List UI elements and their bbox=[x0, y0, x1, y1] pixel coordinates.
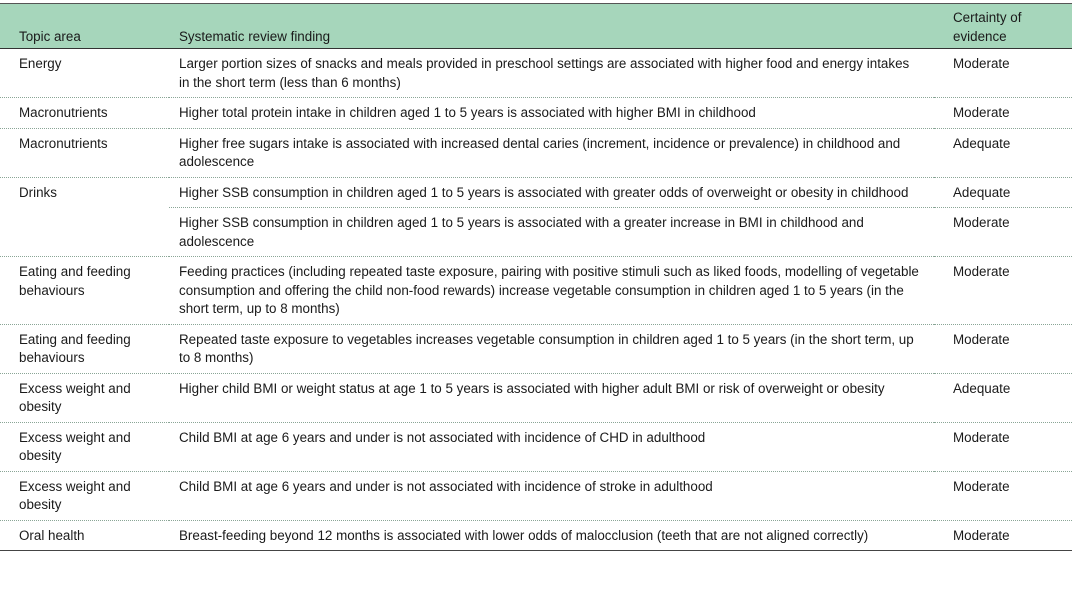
header-row bbox=[0, 4, 1072, 49]
table-row bbox=[0, 422, 1072, 471]
table-row bbox=[0, 257, 1072, 325]
header-topic-area: Topic area bbox=[0, 4, 169, 49]
topic-cell bbox=[0, 373, 169, 422]
topic-cell bbox=[0, 98, 169, 129]
topic-text-line1: Eating and feeding bbox=[19, 331, 131, 347]
topic-text-line2: obesity bbox=[19, 497, 62, 512]
finding-cell: Higher total protein intake in children aged 1 to 5 years is associated with higher BMI in childhood bbox=[169, 98, 934, 129]
topic-text-line2: behaviours bbox=[19, 282, 85, 298]
finding-cell: Feeding practices (including repeated taste exposure, pairing with positive stimuli such as liked foods, modelling of vegetable consumption and offering the child non-food rewards) increase vegetable consumption in children aged 1 to 5 years (in the short term, up to 8 months) bbox=[169, 257, 934, 325]
certainty-cell: Moderate bbox=[934, 471, 1072, 520]
finding-cell: Higher SSB consumption in children aged 1 to 5 years is associated with a greater increase in BMI in childhood and adolescence bbox=[169, 208, 934, 257]
certainty-cell: Adequate bbox=[934, 177, 1072, 208]
topic-text-line1: Excess weight and bbox=[19, 380, 131, 396]
topic-text-line2: behaviours bbox=[19, 350, 85, 365]
topic-cell bbox=[0, 128, 169, 177]
finding-cell: Breast-feeding beyond 12 months is associated with lower odds of malocclusion (teeth that are not aligned correctly) bbox=[169, 520, 934, 551]
certainty-cell: Moderate bbox=[934, 208, 1072, 257]
topic-text-line1: Excess weight and bbox=[19, 478, 131, 494]
certainty-cell: Adequate bbox=[934, 373, 1072, 422]
finding-cell: Child BMI at age 6 years and under is not associated with incidence of stroke in adulthood bbox=[169, 471, 934, 520]
header-certainty bbox=[934, 4, 1072, 49]
topic-text-line2: obesity bbox=[19, 399, 62, 414]
topic-cell bbox=[0, 324, 169, 373]
topic-text: Oral health bbox=[19, 527, 85, 543]
topic-text: Macronutrients bbox=[19, 135, 108, 151]
finding-cell: Higher SSB consumption in children aged 1 to 5 years is associated with greater odds of overweight or obesity in childhood bbox=[169, 177, 934, 208]
header-certainty-line2: evidence bbox=[953, 28, 1007, 44]
table-row bbox=[0, 177, 1072, 208]
topic-cell bbox=[0, 520, 169, 551]
finding-cell: Repeated taste exposure to vegetables increases vegetable consumption in children aged 1 to 5 years (in the short term, up to 8 months) bbox=[169, 324, 934, 373]
certainty-cell: Moderate bbox=[934, 520, 1072, 551]
topic-cell bbox=[0, 49, 169, 98]
table-row bbox=[0, 98, 1072, 129]
table-body bbox=[0, 49, 1072, 551]
finding-cell: Higher child BMI or weight status at age 1 to 5 years is associated with higher adult BMI or risk of overweight or obesity bbox=[169, 373, 934, 422]
topic-cell bbox=[0, 177, 169, 208]
table-header bbox=[0, 4, 1072, 49]
table-row bbox=[0, 520, 1072, 551]
topic-text-line1: Eating and feeding bbox=[19, 264, 131, 279]
header-certainty-line1: Certainty of bbox=[953, 10, 1022, 25]
table-row bbox=[0, 128, 1072, 177]
topic-text-line1: Excess weight and bbox=[19, 429, 131, 445]
finding-cell: Larger portion sizes of snacks and meals provided in preschool settings are associated with higher food and energy intakes in the short term (less than 6 months) bbox=[169, 49, 934, 98]
certainty-cell: Moderate bbox=[934, 324, 1072, 373]
finding-cell: Child BMI at age 6 years and under is not associated with incidence of CHD in adulthood bbox=[169, 422, 934, 471]
topic-cell bbox=[0, 257, 169, 325]
topic-text-line2: obesity bbox=[19, 448, 62, 463]
table-row bbox=[0, 208, 1072, 257]
table-row bbox=[0, 324, 1072, 373]
topic-text: Macronutrients bbox=[19, 105, 108, 120]
finding-cell: Higher free sugars intake is associated with increased dental caries (increment, incidence or prevalence) in childhood and adolescence bbox=[169, 128, 934, 177]
table-row bbox=[0, 471, 1072, 520]
evidence-table bbox=[0, 3, 1072, 551]
topic-cell bbox=[0, 471, 169, 520]
table-row bbox=[0, 373, 1072, 422]
topic-text: Drinks bbox=[19, 184, 57, 200]
topic-cell bbox=[0, 422, 169, 471]
certainty-cell: Moderate bbox=[934, 49, 1072, 98]
certainty-cell: Moderate bbox=[934, 257, 1072, 325]
topic-cell-empty bbox=[0, 208, 169, 257]
table-row bbox=[0, 49, 1072, 98]
header-review-finding: Systematic review finding bbox=[169, 4, 934, 49]
certainty-cell: Moderate bbox=[934, 98, 1072, 129]
certainty-cell: Adequate bbox=[934, 128, 1072, 177]
topic-text: Energy bbox=[19, 56, 62, 71]
certainty-cell: Moderate bbox=[934, 422, 1072, 471]
